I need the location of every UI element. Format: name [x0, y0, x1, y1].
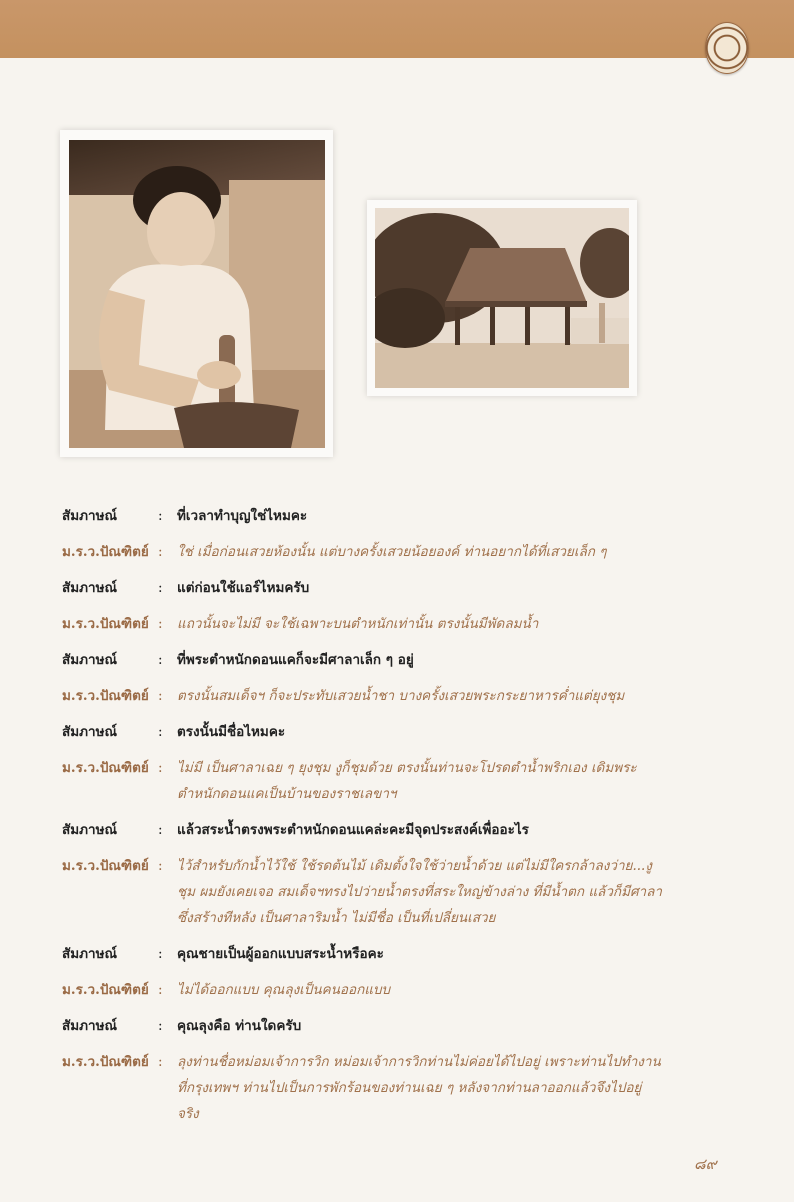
separator: :: [158, 1054, 163, 1070]
separator: :: [158, 822, 163, 838]
photo-pavilion: [367, 200, 637, 396]
speaker-label: สัมภาษณ์: [62, 508, 118, 524]
utterance: ตรงนั้นสมเด็จฯ ก็จะประทับเสวยน้ำชา บางครั้งเสวยพระกระยาหารค่ำแต่ยุงชุม: [177, 688, 625, 704]
separator: :: [158, 616, 163, 632]
qa-row: [62, 719, 662, 745]
qa-row: [62, 611, 662, 637]
qa-row: [62, 503, 662, 529]
header-band: [0, 0, 794, 58]
separator: :: [158, 580, 163, 596]
speaker-label: ม.ร.ว.ปัณฑิตย์: [62, 982, 149, 998]
utterance: ไม่มี เป็นศาลาเฉย ๆ ยุงชุม งูก็ชุมด้วย ตรงนั้นท่านจะโปรดตำน้ำพริกเอง เดิมพระตำหนักดอนแคเป็นบ้านของราชเลขาฯ: [177, 760, 637, 802]
speaker-label: สัมภาษณ์: [62, 1018, 118, 1034]
qa-row: [62, 853, 662, 931]
utterance: ที่เวลาทำบุญใช่ไหมคะ: [177, 508, 308, 524]
utterance: ไม่ได้ออกแบบ คุณลุงเป็นคนออกแบบ: [177, 982, 391, 998]
photo-woman-image: [69, 140, 325, 448]
separator: :: [158, 508, 163, 524]
utterance: ลุงท่านชื่อหม่อมเจ้าการวิก หม่อมเจ้าการวิกท่านไม่ค่อยได้ไปอยู่ เพราะท่านไปทำงานที่กรุงเทพฯ ท่านไปเป็นการพักร้อนของท่านเฉย ๆ หลังจากท่านลาออกแล้วจึงไปอยู่จริง: [177, 1054, 661, 1122]
speaker-label: สัมภาษณ์: [62, 580, 118, 596]
utterance: ไว้สำหรับกักน้ำไว้ใช้ ใช้รดต้นไม้ เดิมตั้งใจใช้ว่ายน้ำด้วย แต่ไม่มีใครกล้าลงว่าย...งูชุม ผมยังเคยเจอ สมเด็จฯทรงไปว่ายน้ำตรงที่สระใหญ่ข้างล่าง ที่มีน้ำตก แล้วก็มีศาลาซึ่งสร้างทีหลัง เป็นศาลาริมน้ำ ไม่มีชื่อ เป็นที่เปลี่ยนเสวย: [177, 858, 662, 926]
utterance: ที่พระตำหนักดอนแคก็จะมีศาลาเล็ก ๆ อยู่: [177, 652, 414, 668]
qa-row: [62, 1013, 662, 1039]
qa-row: [62, 941, 662, 967]
qa-row: [62, 755, 662, 807]
separator: :: [158, 858, 163, 874]
utterance: ตรงนั้นมีชื่อไหมคะ: [177, 724, 286, 740]
qa-row: [62, 817, 662, 843]
speaker-label: สัมภาษณ์: [62, 652, 118, 668]
utterance: คุณลุงคือ ท่านใดครับ: [177, 1018, 302, 1034]
utterance: แล้วสระน้ำตรงพระตำหนักดอนแคล่ะคะมีจุดประสงค์เพื่ออะไร: [177, 822, 529, 838]
qa-row: [62, 647, 662, 673]
separator: :: [158, 982, 163, 998]
qa-row: [62, 683, 662, 709]
utterance: ใช่ เมื่อก่อนเสวยห้องนั้น แต่บางครั้งเสวยน้อยองค์ ท่านอยากได้ที่เสวยเล็ก ๆ: [177, 544, 607, 560]
speaker-label: ม.ร.ว.ปัณฑิตย์: [62, 616, 149, 632]
qa-row: [62, 539, 662, 565]
separator: :: [158, 724, 163, 740]
utterance: คุณชายเป็นผู้ออกแบบสระน้ำหรือคะ: [177, 946, 384, 962]
page-number: ๘๙: [694, 1155, 717, 1173]
qa-row: [62, 977, 662, 1003]
separator: :: [158, 544, 163, 560]
separator: :: [158, 652, 163, 668]
qa-row: [62, 575, 662, 601]
speaker-label: สัมภาษณ์: [62, 724, 118, 740]
speaker-label: ม.ร.ว.ปัณฑิตย์: [62, 544, 149, 560]
speaker-label: สัมภาษณ์: [62, 822, 118, 838]
interview-transcript: [62, 503, 662, 1137]
separator: :: [158, 760, 163, 776]
speaker-label: ม.ร.ว.ปัณฑิตย์: [62, 688, 149, 704]
speaker-label: สัมภาษณ์: [62, 946, 118, 962]
utterance: แต่ก่อนใช้แอร์ไหมครับ: [177, 580, 310, 596]
speaker-label: ม.ร.ว.ปัณฑิตย์: [62, 760, 149, 776]
photo-pavilion-image: [375, 208, 629, 388]
qa-row: [62, 1049, 662, 1127]
institution-emblem-icon: [705, 22, 749, 74]
separator: :: [158, 688, 163, 704]
separator: :: [158, 1018, 163, 1034]
speaker-label: ม.ร.ว.ปัณฑิตย์: [62, 858, 149, 874]
speaker-label: ม.ร.ว.ปัณฑิตย์: [62, 1054, 149, 1070]
utterance: แถวนั้นจะไม่มี จะใช้เฉพาะบนตำหนักเท่านั้น ตรงนั้นมีพัดลมน้ำ: [177, 616, 539, 632]
photo-woman-with-mortar: [60, 130, 333, 457]
separator: :: [158, 946, 163, 962]
